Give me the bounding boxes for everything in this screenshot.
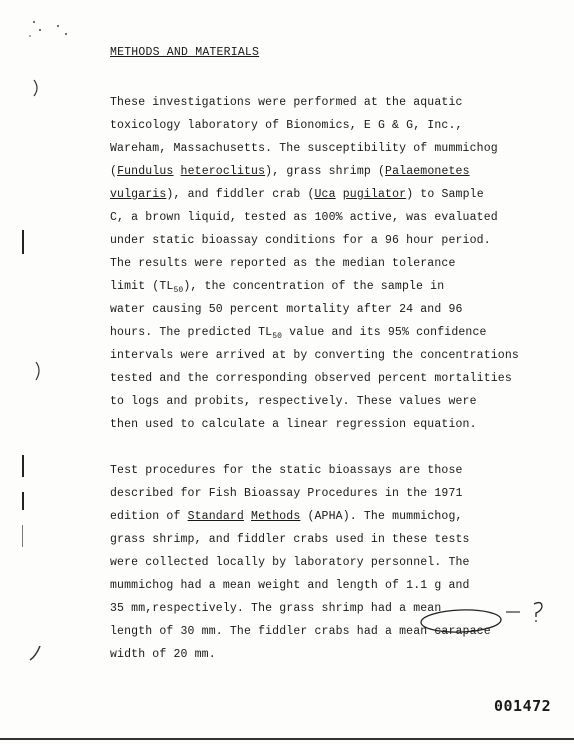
p1-line-12: intervals were arrived at by converting the concentrations [110,349,519,362]
section-heading: METHODS AND MATERIALS [110,46,260,59]
species-palaemonetes: Palaemonetes [385,165,470,178]
p2-line-6: mummichog had a mean weight and length of 1.1 g and [110,579,470,592]
p1-line-9: limit $(TL_{50})$, the concentration of the sample in [110,280,445,295]
species-vulgaris: vulgaris [110,188,167,201]
p1-line-6: C, a brown liquid, tested as 100% active, was evaluated [110,211,498,224]
document-number: 001472 [494,697,552,715]
p2-line-5: were collected locally by laboratory personnel. The [110,556,470,569]
species-heteroclitus: heteroclitus [180,165,266,178]
p2-line-3: edition of Standard Methods (APHA). The mummichog, [110,510,463,523]
ref-methods: Methods [251,510,301,523]
p1-line-15: then used to calculate a linear regression equation. [110,418,477,431]
p1-line-13: tested and the corresponding observed percent mortalities [110,372,512,385]
p2-line-9: width of 20 mm. [110,648,216,661]
p1-line-2: toxicology laboratory of Bionomics, E G & G, Inc., [110,119,463,132]
p1-line-4: (Fundulus heteroclitus), grass shrimp (Palaemonetes [110,165,470,178]
p1-line-5: vulgaris), and fiddler crab (Uca pugilator) to Sample [110,188,484,201]
p2-line-8: length of 30 mm. The fiddler crabs had a mean carapace [110,625,491,638]
p1-line-14: to logs and probits, respectively. These values were [110,395,477,408]
p2-line-2: described for Fish Bioassay Procedures in the 1971 [110,487,463,500]
species-fundulus: Fundulus [117,165,174,178]
bottom-rule [0,738,574,740]
p2-line-7: 35 mm,respectively. The grass shrimp had a mean [110,602,442,615]
p1-line-8: The results were reported as the median tolerance [110,257,456,270]
p1-line-11: hours. The predicted $TL_{50}$ value and its 95% confidence [110,326,487,341]
p1-line-7: under static bioassay conditions for a 96 hour period. [110,234,491,247]
species-pugilator: pugilator [342,188,407,201]
p2-line-1: Test procedures for the static bioassays are those [110,464,463,477]
ref-standard: Standard [187,510,244,523]
species-uca: Uca [314,188,336,201]
p1-line-3: Wareham, Massachusetts. The susceptibility of mummichog [110,142,498,155]
p1-line-10: water causing 50 percent mortality after 24 and 96 [110,303,463,316]
p2-line-4: grass shrimp, and fiddler crabs used in these tests [110,533,470,546]
p1-line-1: These investigations were performed at the aquatic [110,96,463,109]
